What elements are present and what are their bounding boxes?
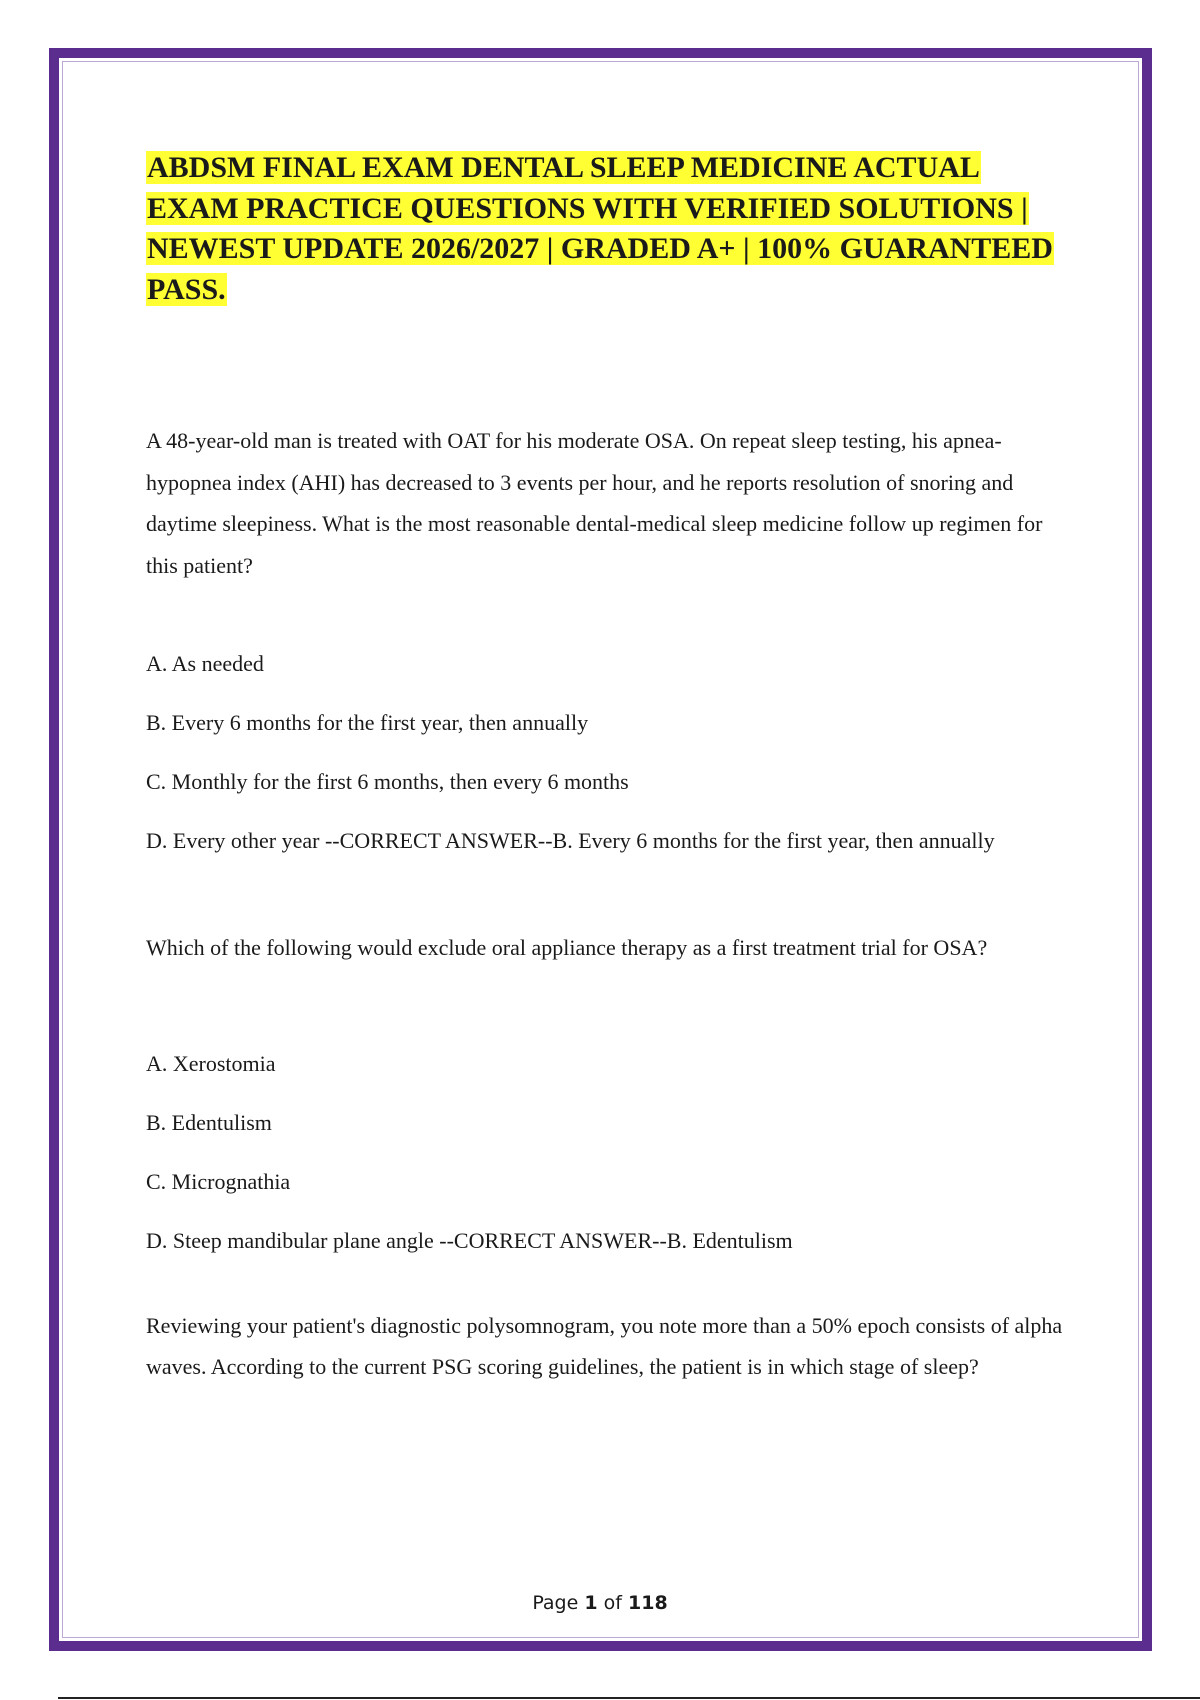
question-1-text: A 48-year-old man is treated with OAT for his moderate OSA. On repeat sleep testing, his apnea-hypopnea index (AHI) has decreased to 3 events per hour, and he reports resolution of snoring and daytime sleepiness. What is the most reasonable dental-medical sleep medicine follow up regimen for this patient?: [146, 428, 1043, 578]
footer-page-label: Page: [532, 1592, 579, 1614]
question-1-option-c: C. Monthly for the first 6 months, then every 6 months: [146, 769, 629, 794]
question-2-text: Which of the following would exclude oral appliance therapy as a first treatment trial for OSA?: [146, 935, 988, 960]
title-highlight: ABDSM FINAL EXAM DENTAL SLEEP MEDICINE ACTUAL EXAM PRACTICE QUESTIONS WITH VERIFIED SOLUTIONS | NEWEST UPDATE 2026/2027 | GRADED A+ | 100% GUARANTEED PASS.: [147, 151, 1053, 306]
page-content: [146, 148, 1066, 1388]
page-separator-line: [58, 1697, 1200, 1699]
footer-total-pages: 118: [628, 1592, 668, 1614]
footer-of-label: of: [603, 1592, 622, 1614]
footer-page-number: 1: [584, 1592, 598, 1614]
question-2-option-b: B. Edentulism: [146, 1109, 272, 1135]
question-1-option-a: A. As needed: [146, 651, 264, 676]
question-1-option-d: D. Every other year --CORRECT ANSWER--B. Every 6 months for the first year, then annually: [146, 828, 995, 853]
page-footer: [0, 1592, 1200, 1614]
question-2-option-a: A. Xerostomia: [146, 1050, 276, 1076]
document-title: [146, 148, 1066, 310]
question-1-option-b: B. Every 6 months for the first year, then annually: [146, 710, 589, 735]
question-2-option-d: D. Steep mandibular plane angle --CORRECT ANSWER--B. Edentulism: [146, 1227, 793, 1253]
question-2-option-c: C. Micrognathia: [146, 1168, 291, 1194]
question-3-text: Reviewing your patient's diagnostic polysomnogram, you note more than a 50% epoch consists of alpha waves. According to the current PSG scoring guidelines, the patient is in which stage of sleep?: [146, 1312, 1063, 1379]
